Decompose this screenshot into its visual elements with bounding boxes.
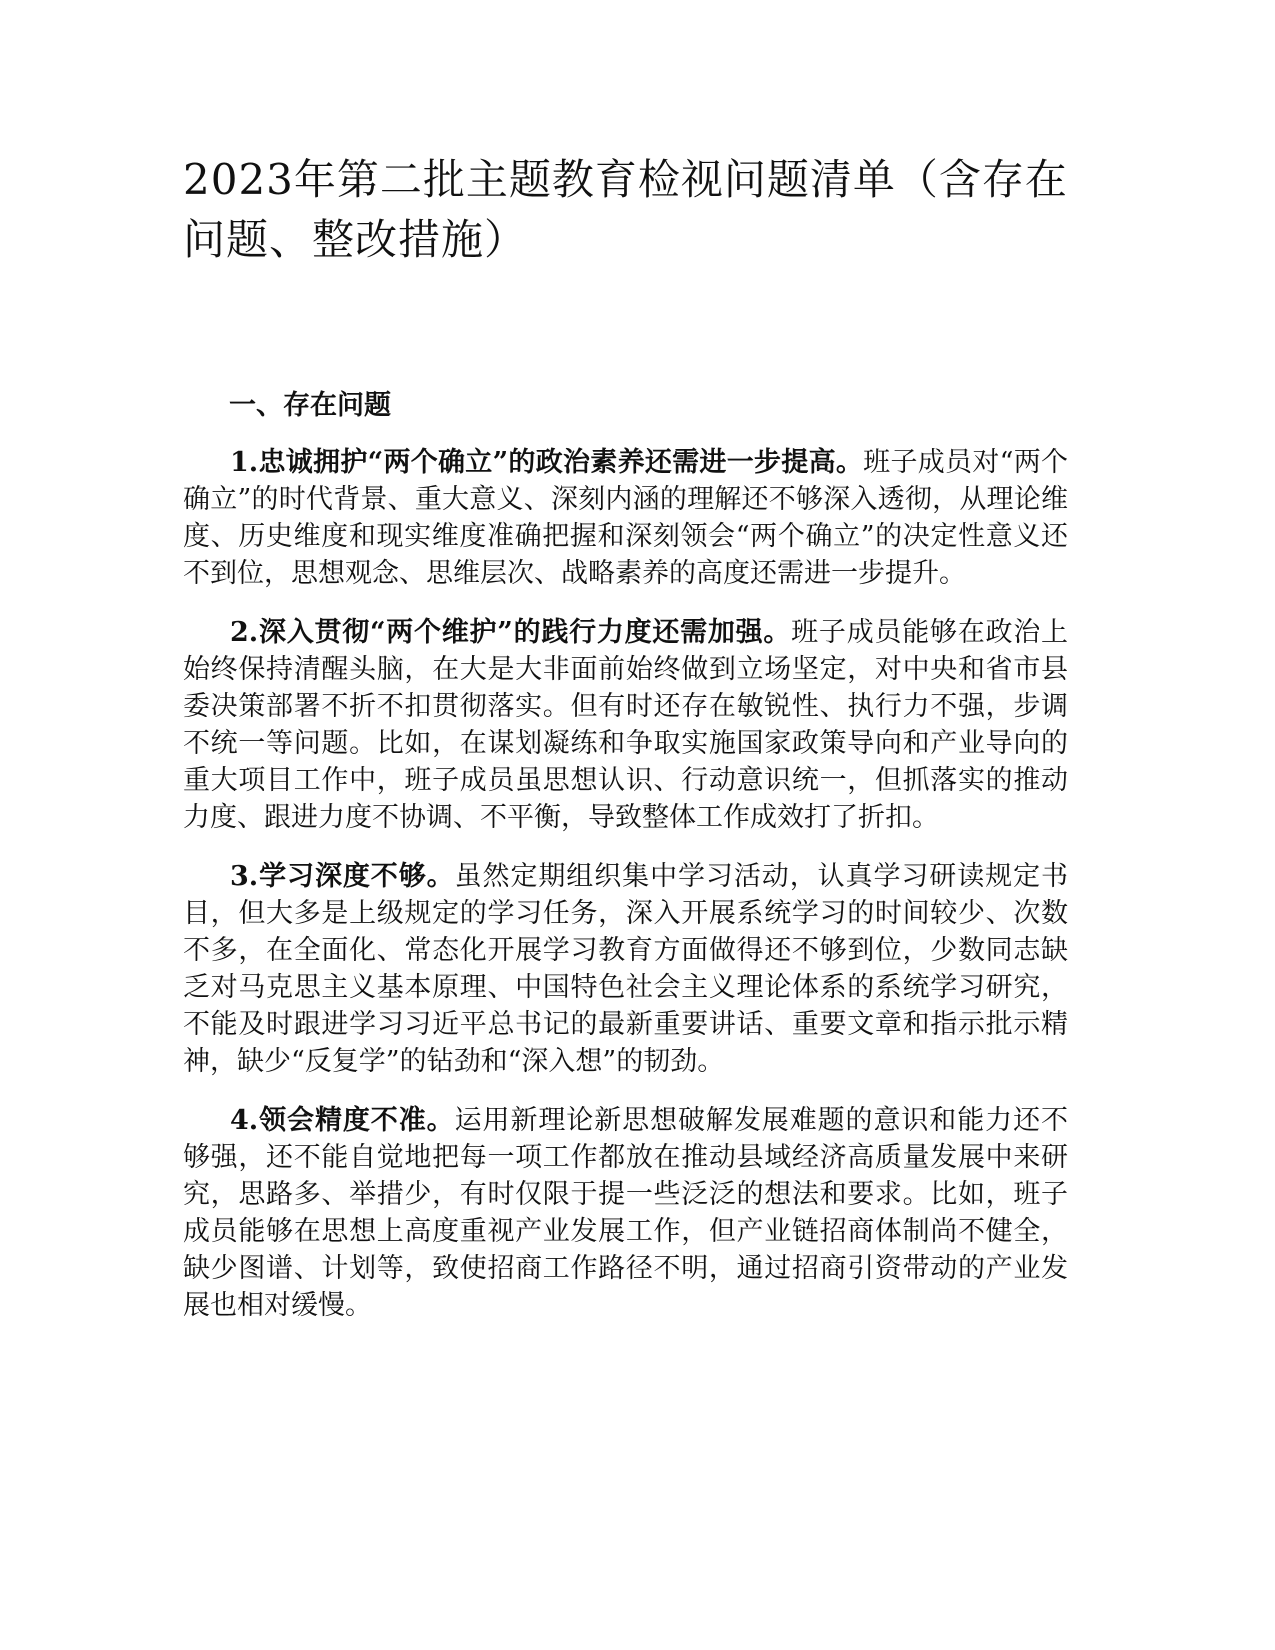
document-title: 2023年第二批主题教育检视问题清单（含存在问题、整改措施）: [183, 155, 1068, 264]
problem-item-3-body: 虽然定期组织集中学习活动，认真学习研读规定书目，但大多是上级规定的学习任务，深入开展系统学习的时间较少、次数不多，在全面化、常态化开展学习教育方面做得还不够到位，少数同志缺乏对马克思主义基本原理、中国特色社会主义理论体系的系统学习研究，不能及时跟进学习习近平总书记的最新重要讲话、重要文章和指示批示精神，缺少“反复学”的钻劲和“深入想”的韧劲。: [183, 861, 1069, 1077]
problem-item-1-body: 班子成员对“两个确立”的时代背景、重大意义、深刻内涵的理解还不够深入透彻，从理论维度、历史维度和现实维度准确把握和深刻领会“两个确立”的决定性意义还不到位，思想观念、思维层次、战略素养的高度还需进一步提升。: [183, 447, 1068, 589]
document-page: [183, 150, 1068, 1346]
problem-item-4: [183, 1102, 1068, 1324]
problem-item-3-lead: 3.学习深度不够。: [230, 861, 455, 892]
problem-item-1-lead: 1.忠诚拥护“两个确立”的政治素养还需进一步提高。: [230, 447, 864, 478]
problem-item-4-lead: 4.领会精度不准。: [230, 1105, 455, 1136]
section-heading: 一、存在问题: [229, 390, 391, 421]
problem-item-1: [183, 444, 1068, 592]
problem-item-3: [183, 858, 1068, 1080]
problem-item-2-body: 班子成员能够在政治上始终保持清醒头脑，在大是大非面前始终做到立场坚定，对中央和省市县委决策部署不折不扣贯彻落实。但有时还存在敏锐性、执行力不强，步调不统一等问题。比如，在谋划凝练和争取实施国家政策导向和产业导向的重大项目工作中，班子成员虽思想认识、行动意识统一，但抓落实的推动力度、跟进力度不协调、不平衡，导致整体工作成效打了折扣。: [183, 617, 1068, 833]
problem-item-4-body: 运用新理论新思想破解发展难题的意识和能力还不够强，还不能自觉地把每一项工作都放在推动县域经济高质量发展中来研究，思路多、举措少，有时仅限于提一些泛泛的想法和要求。比如，班子成员能够在思想上高度重视产业发展工作，但产业链招商体制尚不健全，缺少图谱、计划等，致使招商工作路径不明，通过招商引资带动的产业发展也相对缓慢。: [183, 1105, 1069, 1321]
problem-item-2-lead: 2.深入贯彻“两个维护”的践行力度还需加强。: [230, 617, 792, 648]
problem-item-2: [183, 614, 1068, 836]
